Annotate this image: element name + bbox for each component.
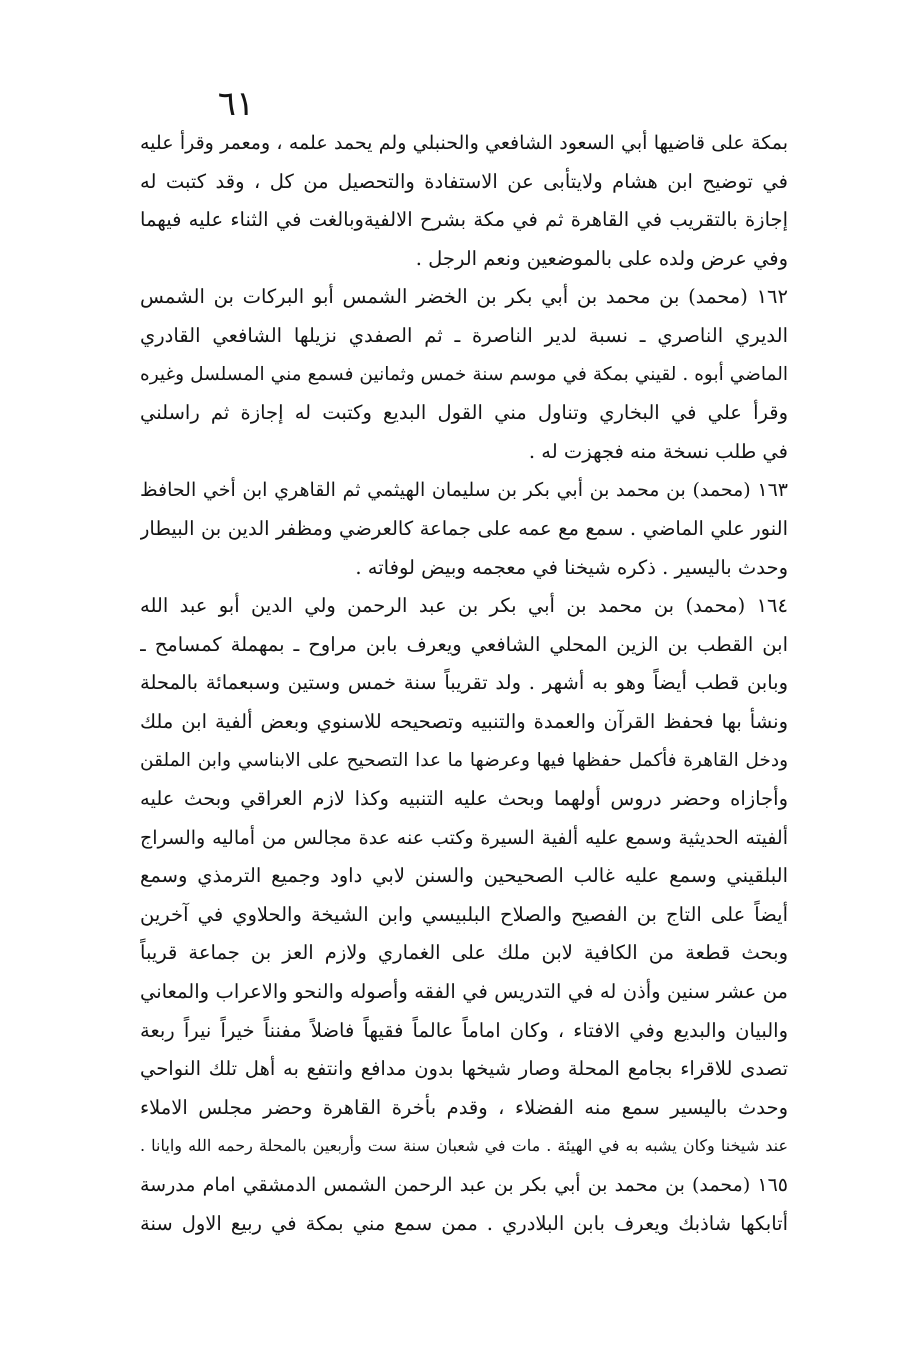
text-line: من عشر سنين وأذن له في التدريس في الفقه وأصوله والنحو والاعراب والمعاني (140, 980, 788, 1004)
text-line: وأجازاه وحضر دروس أولهما وبحث عليه التنبيه وكذا لازم العراقي وبحث عليه (140, 787, 788, 811)
text-line: ونشأ بها فحفظ القرآن والعمدة والتنبيه وتصحيحه للاسنوي وبعض ألفية ابن ملك (140, 709, 788, 733)
text-line: وبابن قطب أيضاً وهو به أشهر . ولد تقريباً سنة خمس وستين وسبعمائة بالمحلة (140, 671, 788, 695)
text-line: ١٦٣ (محمد) بن محمد بن أبي بكر بن سليمان الهيثمي ثم القاهري ابن أخي الحافظ (140, 479, 788, 502)
text-line: ألفيته الحديثية وسمع عليه ألفية السيرة وكتب عنه عدة مجالس من أماليه والسراج (140, 826, 788, 849)
text-line: في توضيح ابن هشام ولايتأبى عن الاستفادة والتحصيل من كل ، وقد كتبت له (140, 169, 788, 193)
page-number: ٦١ (217, 84, 255, 124)
text-line: ودخل القاهرة فأكمل حفظها فيها وعرضها ما عدا التصحيح على الابناسي وابن الملقن (140, 749, 788, 771)
text-line: أتابكها شاذبك ويعرف بابن البلادري . ممن سمع مني بمكة في ربيع الاول سنة (140, 1211, 788, 1235)
text-line: وحدث باليسير سمع منه الفضلاء ، وقدم بأخرة القاهرة وحضر مجلس الاملاء (140, 1095, 788, 1119)
text-line: ١٦٥ (محمد) بن محمد بن أبي بكر بن عبد الرحمن الشمس الدمشقي امام مدرسة (140, 1174, 788, 1197)
text-line: الماضي أبوه . لقيني بمكة في موسم سنة خمس وثمانين فسمع مني المسلسل وغيره (140, 363, 788, 385)
text-line: ١٦٤ (محمد) بن محمد بن أبي بكر بن عبد الرحمن ولي الدين أبو عبد الله (140, 594, 788, 618)
text-line: والبيان والبديع وفي الافتاء ، وكان اماماً عالماً فقيهاً فاضلاً مفنناً خيراً نيراً ربعة (140, 1018, 788, 1042)
text-line: بمكة على قاضيها أبي السعود الشافعي والحنبلي ولم يحمد علمه ، ومعمر وقرأ عليه (140, 132, 788, 154)
text-line: إجازة بالتقريب في القاهرة ثم في مكة بشرح الالفيةوبالغت في الثناء عليه فيهما (140, 208, 788, 232)
text-line: ١٦٢ (محمد) بن محمد بن أبي بكر بن الخضر الشمس أبو البركات بن الشمس (140, 285, 788, 309)
text-line: النور علي الماضي . سمع مع عمه على جماعة كالعرضي ومظفر الدين بن البيطار (140, 516, 788, 540)
text-line: عند شيخنا وكان يشبه به في الهيئة . مات في شعبان سنة ست وأربعين بالمحلة رحمه الله وايانا . (140, 1136, 788, 1156)
page-body-text (140, 124, 788, 1243)
text-line: وفي عرض ولده على بالموضعين ونعم الرجل . (415, 246, 788, 270)
text-line: وقرأ علي في البخاري وتناول مني القول البديع وكتبت له إجازة ثم راسلني (140, 401, 788, 425)
text-line: وبحث قطعة من الكافية لابن ملك على الغماري ولازم العز بن جماعة قريباً (140, 941, 788, 965)
text-line: البلقيني وسمع عليه غالب الصحيحين والسنن لابي داود وجميع الترمذي وسمع (140, 864, 788, 888)
text-line: تصدى للاقراء بجامع المحلة وصار شيخها بدون مدافع وانتفع به أهل تلك النواحي (140, 1057, 788, 1081)
text-line: في طلب نسخة منه فجهزت له . (528, 439, 788, 463)
text-line: أيضاً على التاج بن الفصيح والصلاح البلبيسي وابن الشيخة والحلاوي في آخرين (140, 902, 788, 926)
text-line: وحدث باليسير . ذكره شيخنا في معجمه وبيض لوفاته . (355, 555, 788, 579)
text-line: ابن القطب بن الزين المحلي الشافعي ويعرف بابن مراوح ـ بمهملة كمسامح ـ (140, 632, 788, 656)
text-line: الديري الناصري ـ نسبة لدير الناصرة ـ ثم الصفدي نزيلها الشافعي القادري (140, 323, 788, 347)
